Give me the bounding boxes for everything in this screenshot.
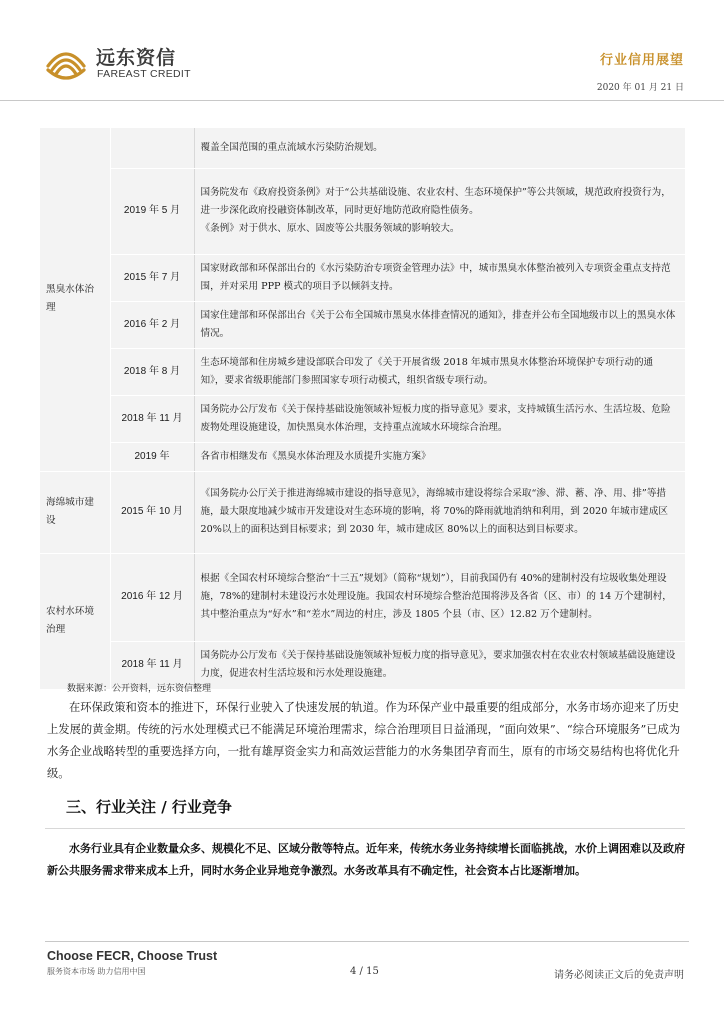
section-divider: [45, 828, 685, 829]
time-cell: 2018 年 11 月: [110, 395, 194, 442]
category-cell: 黑臭水体治理: [40, 128, 110, 471]
table-row: [40, 301, 685, 348]
time-cell: [110, 128, 194, 168]
table-row: [40, 395, 685, 442]
footer-divider: [45, 941, 689, 942]
footer-disclaimer: 请务必阅读正文后的免责声明: [554, 970, 684, 981]
description-cell: 覆盖全国范围的重点流域水污染防治规划。: [194, 128, 685, 168]
time-cell: 2018 年 11 月: [110, 641, 194, 689]
category-cell: 农村水环境治理: [40, 553, 110, 689]
time-cell: 2018 年 8 月: [110, 348, 194, 395]
footer-slogan: Choose FECR, Choose Trust: [47, 949, 218, 963]
category-cell: 海绵城市建设: [40, 471, 110, 553]
body-paragraph: 在环保政策和资本的推进下，环保行业驶入了快速发展的轨道。作为环保产业中最重要的组成部分，水务市场亦迎来了历史上发展的黄金期。传统的污水处理模式已不能满足环境治理需求，综合治理项目日益涌现，“面向效果”、“综合环境服务”已成为水务企业战略转型的重要选择方向，一批有雄厚资金实力和高效运营能力的水务集团孕育而生，原有的市场交易结构也将优化升级。: [47, 701, 681, 780]
time-cell: 2016 年 12 月: [110, 553, 194, 641]
table-row: [40, 254, 685, 301]
table-row: [40, 348, 685, 395]
time-cell: 2019 年 5 月: [110, 168, 194, 254]
description-cell: 国务院办公厅发布《关于保持基础设施领域补短板力度的指导意见》要求，支持城镇生活污水、生活垃圾、危险废物处理设施建设，加快黑臭水体治理，支持重点流域水环境综合治理。: [194, 395, 685, 442]
description-cell: 根据《全国农村环境综合整治“十三五”规划》（简称“规划”），目前我国仍有 40%的建制村没有垃圾收集处理设施，78%的建制村未建设污水处理设施。我国农村环境综合整治范围将涉及各省（区、市）的 14 万个建制村，其中整治重点为“好水”和“差水”周边的村庄，涉及 1805 个县（市、区）12.82 万个建制村。: [194, 553, 685, 641]
description-cell: 国家财政部和环保部出台的《水污染防治专项资金管理办法》中，城市黑臭水体整治被列入专项资金重点支持范围，并对采用 PPP 模式的项目予以倾斜支持。: [194, 254, 685, 301]
description-cell: 国家住建部和环保部出台《关于公布全国城市黑臭水体排查情况的通知》，排查并公布全国地级市以上的黑臭水体情况。: [194, 301, 685, 348]
time-cell: 2015 年 10 月: [110, 471, 194, 553]
description-cell: 生态环境部和住房城乡建设部联合印发了《关于开展省级 2018 年城市黑臭水体整治环境保护专项行动的通知》，要求省级职能部门参照国家专项行动模式，组织省级专项行动。: [194, 348, 685, 395]
description-cell: 国务院发布《政府投资条例》对于“公共基础设施、农业农村、生态环境保护”等公共领域，规范政府投资行为，进一步深化政府投融资体制改革，同时更好地防范政府隐性债务。 《条例》对于供水、原水、固废等公共服务领域的影响较大。: [194, 168, 685, 254]
description-cell: 《国务院办公厅关于推进海绵城市建设的指导意见》，海绵城市建设将综合采取“渗、滞、蓄、净、用、排”等措施，最大限度地减少城市开发建设对生态环境的影响，将 70%的降雨就地消纳和利用，到 2020 年城市建成区 20%以上的面积达到目标要求；到 2030 年，城市建成区 80%以上的面积达到目标要求。: [194, 471, 685, 553]
time-cell: 2019 年: [110, 442, 194, 471]
page-number: 4 / 15: [350, 966, 379, 977]
fareast-logo-icon: [44, 40, 88, 84]
table-row: [40, 471, 685, 553]
section-title: 三、行业关注 / 行业竞争: [66, 798, 232, 816]
table-row: [40, 553, 685, 641]
logo-english-name: FAREAST CREDIT: [97, 68, 191, 80]
description-cell: 各省市相继发布《黑臭水体治理及水质提升实施方案》: [194, 442, 685, 471]
description-cell: 国务院办公厅发布《关于保持基础设施领域补短板力度的指导意见》，要求加强农村在农业农村领域基础设施建设力度，促进农村生活垃圾和污水处理设施建。: [194, 641, 685, 689]
company-logo: [44, 40, 244, 84]
logo-chinese-name: 远东资信: [96, 47, 177, 69]
key-points-paragraph: 水务行业具有企业数量众多、规模化不足、区域分散等特点。近年来，传统水务业务持续增长面临挑战，水价上调困难以及政府新公共服务需求带来成本上升，同时水务企业异地竞争激烈。水务改革具有不确定性，社会资本占比逐渐增加。: [47, 842, 685, 877]
document-date: 2020 年 01 月 21 日: [596, 83, 684, 93]
time-cell: 2015 年 7 月: [110, 254, 194, 301]
source-note: 数据来源：公开资料，远东资信整理: [67, 684, 212, 694]
policy-table: [40, 128, 685, 690]
table-row: [40, 442, 685, 471]
table-row: [40, 168, 685, 254]
time-cell: 2016 年 2 月: [110, 301, 194, 348]
header-divider: [0, 100, 724, 101]
table-row: [40, 128, 685, 168]
document-type: 行业信用展望: [599, 53, 684, 68]
footer-tagline: 服务资本市场 助力信用中国: [47, 967, 146, 976]
